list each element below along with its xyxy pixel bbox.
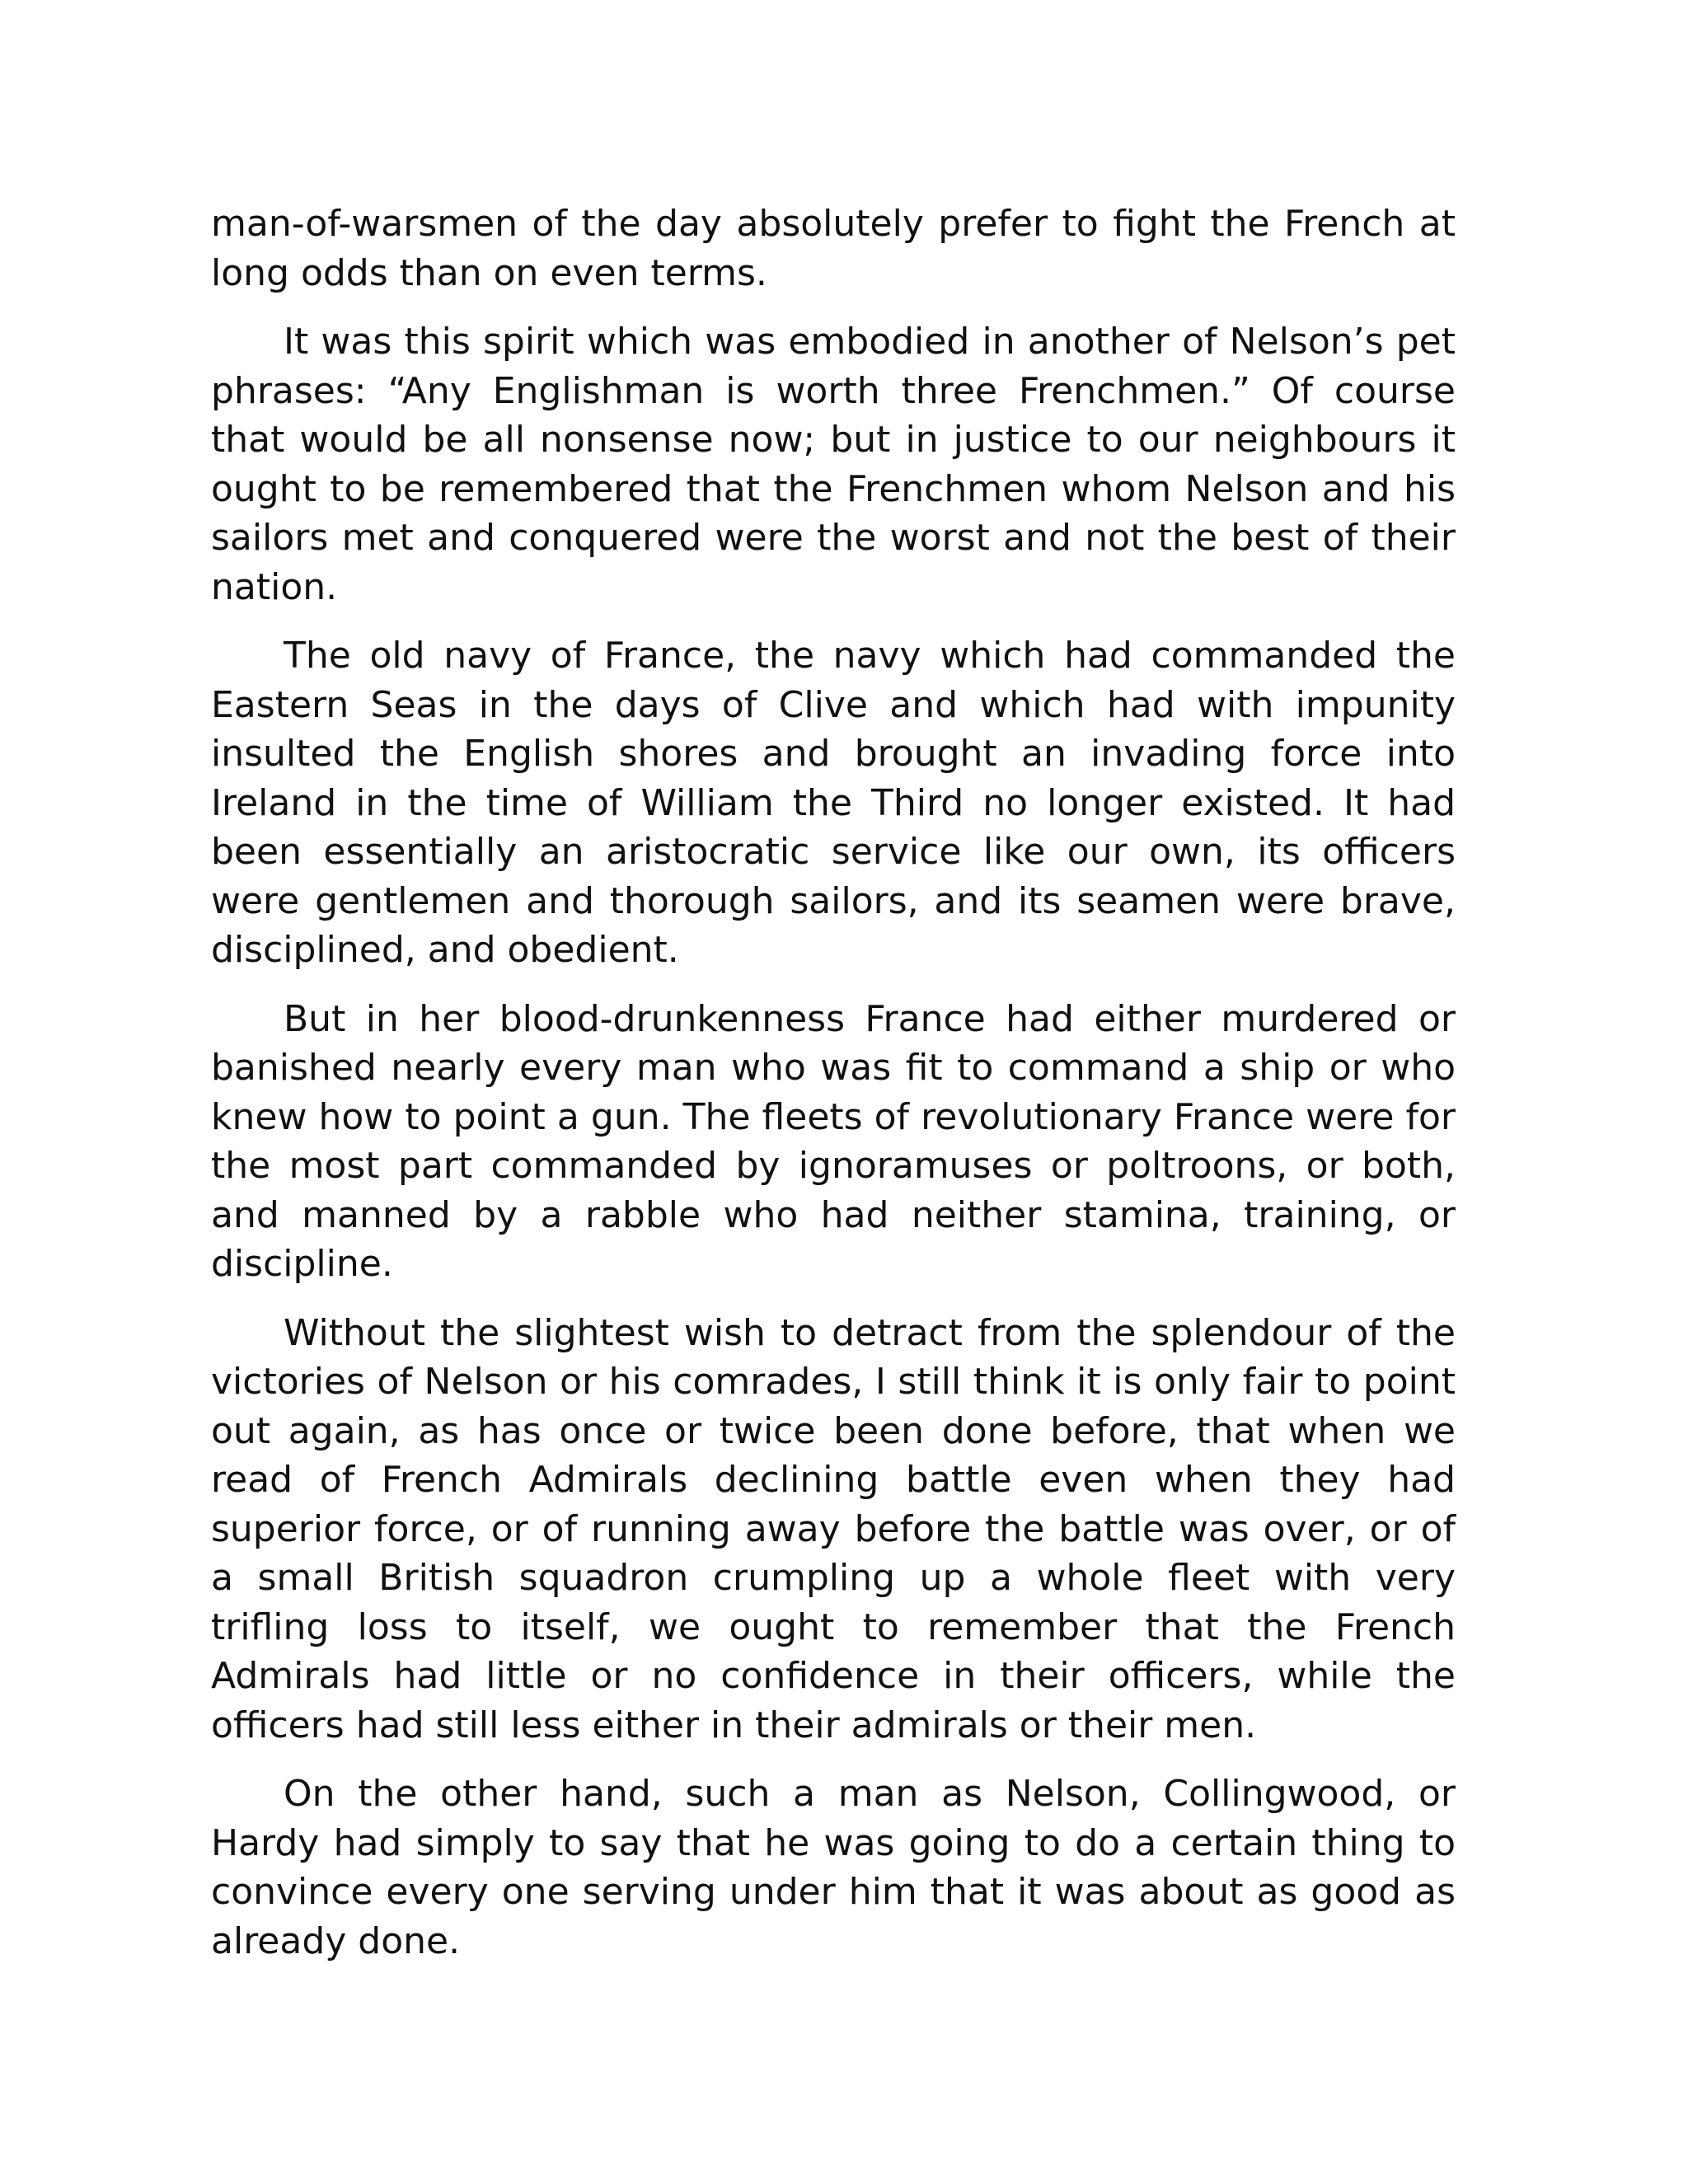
paragraph: The old navy of France, the navy which had commanded the Eastern Seas in the days of Clive and which had with impunity insulted the English shores and brought an invading force into Ireland in the time of William the Third no longer existed. It had been essentially an aristocratic service like our own, its officers were gentlemen and thorough sailors, and its seamen were brave, disciplined, and obedient. [211, 635, 1456, 971]
paragraph: It was this spirit which was embodied in another of Nelson’s pet phrases: “Any Englishman is worth three Frenchmen.” Of course that would be all nonsense now; but in justice to our neighbours it ought to be remembered that the Frenchmen whom Nelson and his sailors met and conquered were the worst and not the best of their nation. [211, 321, 1456, 608]
body-text [211, 199, 1456, 1985]
paragraph: Without the slightest wish to detract from the splendour of the victories of Nelson or his comrades, I still think it is only fair to point out again, as has once or twice been done before, that when we read of French Admirals declining battle even when they had superior force, or of running away before the battle was over, or of a small British squadron crumpling up a whole fleet with very trifling loss to itself, we ought to remember that the French Admirals had little or no confidence in their officers, while the officers had still less either in their admirals or their men. [211, 1311, 1456, 1746]
paragraph: But in her blood-drunkenness France had either murdered or banished nearly every man who was fit to command a ship or who knew how to point a gun. The fleets of revolutionary France were for the most part commanded by ignoramuses or poltroons, or both, and manned by a rabble who had neither stamina, training, or discipline. [211, 997, 1456, 1285]
paragraph: On the other hand, such a man as Nelson, Collingwood, or Hardy had simply to say that he was going to do a certain thing to convince every one serving under him that it was about as good as already done. [211, 1773, 1456, 1962]
paragraph-continuation: man-of-warsmen of the day absolutely prefer to fight the French at long odds than on even terms. [211, 203, 1456, 294]
